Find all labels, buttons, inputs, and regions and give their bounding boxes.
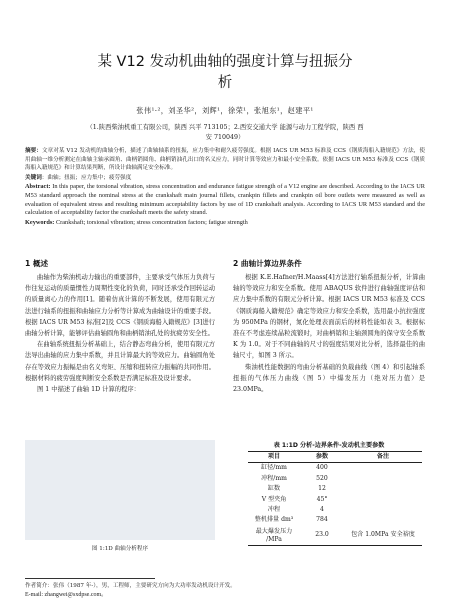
table-cell-item: V 型夹角: [261, 495, 287, 503]
footnote-email: E-mail: zhangwei@sxdpse.com。: [25, 592, 108, 598]
section-2-paragraph-2: 柴油机性能数据的弯曲分析基础的负载曲线（图 4）和引起轴系扭振的气体压力曲线（图 5）中爆发压力（绝对压力值）是 23.0MPa。: [233, 363, 425, 394]
abstract-en: [25, 183, 425, 217]
keywords-cn-text: ：曲轴；扭振；应力集中；疲劳强度: [41, 174, 132, 181]
footnote-divider: [25, 578, 155, 579]
table-cell-note: [344, 484, 422, 494]
table-cell-note: [344, 505, 422, 515]
table-cell-note: 包含 1.0MPa 安全裕度: [351, 531, 415, 539]
paper-title: [60, 52, 390, 94]
table-1-title: 表 1:1D 分析-边界条件-发动机主要参数: [273, 442, 385, 449]
table-cell-value: 400: [316, 464, 328, 472]
section-1-paragraph-1: 曲轴作为柴油机动力输出的重要部件，主要承受气体压力负荷与作往复运动的质量惯性力周期性变化的负荷，同时还承受作回转运动的质量离心力的作用[1]。随着仿真计算的不断发展，使用有限元方法进行轴系的扭振和曲轴应力分析等计算成为曲轴设计的重要手段。根据 IACS UR M53 标准[2]及 CCS《钢质海船入籍规范》[3]进行曲轴分析计算，能够评估曲轴圆角和曲柄销油孔处的抗疲劳安全性。: [25, 274, 215, 338]
section-2-paragraph-1: 根据 K.E.Hafner/H.Maass[4]方法进行轴系扭振分析，计算曲轴的等效应力和安全系数。使用 ABAQUS 软件进行曲轴强度评估和应力集中系数的有限元分析计算。根据 IACS UR M53 标准及 CCS《钢质海船入籍规范》确定等效应力和安全系数，选用最小抗拉强度为 950MPa 的钢材，氮化处理表面前后的材料性能如表 3。根据标准在不考虑连续晶粒流锻时，对曲柄销和主轴颈圆角的保守安全系数 K 为 1.0。对于不同曲轴的尺寸的强度结果对比分析，选择最佳的曲轴尺寸，如图 3 所示。: [233, 274, 425, 360]
table-row: [248, 463, 422, 474]
abstract-en-text: In this paper, the torsional vibration, stress concentration and endurance fatigue strength of a V12 engine are described. According to the IACS UR M53 standard approach the nominal stress at the crankshaft main journal fillets, crankpin fillets and crankpin oil bore outlets were measured as well as evaluation of equivalent stress and resulting minimum acceptability factors by use of 1D crankshaft analysis. According to IACS UR M53 standard and the calculation of acceptability factor the crankshaft meets the safety strand.: [25, 183, 425, 217]
table-cell-item: 冲程: [267, 506, 281, 514]
table-row: [248, 484, 422, 494]
section-1-heading: 1 概述: [25, 259, 49, 268]
table-cell-item-line-2: /MPa: [266, 535, 282, 543]
table-cell-value: 520: [316, 474, 328, 482]
affiliation-line-2: 安 710049）: [205, 134, 245, 141]
abstract-cn-text: 文章对某 V12 发动机的曲轴分析，描述了曲轴轴系的扭振，应力集中和耐久疲劳强度。根据 IACS UR M53 标准及 CCS《钢质海船入籍规范》方法，使用曲轴一维分析测定在曲轴主轴承圆角、曲柄销圆角、曲柄销油孔出口的名义应力，同时计算等效应力和最小安全系数。依据 IACS UR M53 标准及 CCS《钢质海船入籍规范》和计算结果判断，所设计曲轴满足安全标准。: [25, 148, 425, 172]
table-cell-item: 冲程/mm: [261, 474, 287, 482]
table-cell-item-line-1: 最大爆发压力: [255, 527, 293, 535]
keywords-cn: [25, 174, 425, 183]
table-cell-value: 23.0: [315, 531, 329, 539]
figure-1-image: [25, 440, 215, 540]
table-cell-note: [344, 463, 422, 474]
right-column: [233, 258, 425, 395]
table-cell-note: [344, 474, 422, 484]
table-cell-item: 缸数: [267, 485, 281, 493]
abstract-cn-label: 摘要：: [25, 148, 42, 154]
table-cell-value: 45°: [316, 495, 328, 503]
abstract-cn: [25, 147, 425, 173]
table-cell-value: 4: [320, 506, 324, 514]
table-1: [248, 451, 422, 546]
footnote-author-bio: 作者简介：张伟（1987 年-），男，工程师，主要研究方向为大功率发动机设计开发。: [25, 583, 236, 589]
keywords-en: [25, 219, 425, 228]
table-cell-item: [248, 526, 300, 546]
figure-1-caption: 图 1:1D 曲轴分析程序: [91, 546, 149, 552]
table-cell-item: 整机排量 dm³: [254, 516, 294, 524]
table-cell-value: 12: [318, 485, 326, 493]
keywords-cn-label: 关键词: [25, 174, 42, 181]
keywords-en-text: Crankshaft; torsional vibration; stress concentration factors; fatigue strength: [54, 218, 248, 226]
section-2-heading: 2 曲轴计算边界条件: [233, 259, 302, 268]
table-cell-value: 784: [316, 516, 328, 524]
section-1-paragraph-2: 在曲轴系统扭振分析基础上，结合静态弯曲分析，使用有限元方法导出曲轴的应力集中系数，并且计算最大的等效应力。曲轴圆角处存在等效应力振幅是由名义弯矩、压缩和扭转应力振幅的共同作用。根据材料的疲劳强度判断安全系数是否满足标准及设计要求。: [25, 341, 215, 382]
table-cell-note: [344, 495, 422, 505]
table-header-row: [248, 452, 422, 463]
table-row: [248, 495, 422, 505]
table-cell-note: [344, 515, 422, 525]
table-header-item: 项目: [267, 453, 281, 460]
table-row: [248, 505, 422, 515]
section-1-paragraph-3: 图 1 中描述了曲轴 1D 计算的程序：: [37, 386, 140, 394]
affiliation: [40, 123, 410, 143]
table-row: [248, 526, 422, 546]
keywords-en-label: Keywords:: [25, 218, 55, 226]
table-row: [248, 474, 422, 484]
title-line-2: 析: [217, 75, 233, 91]
table-cell-item: 缸径/mm: [261, 464, 287, 472]
left-column: [25, 258, 215, 395]
author-list: 张伟¹·²，刘圣华²，刘辉¹，徐荣¹，张旭东¹，赵建平¹: [136, 106, 314, 115]
table-header-note: 备注: [376, 453, 390, 460]
footnote: [25, 582, 425, 600]
table-row: [248, 515, 422, 525]
abstract-en-label: Abstract:: [25, 183, 51, 191]
table-header-value: 参数: [315, 453, 329, 460]
abstract-block: [25, 147, 425, 228]
title-line-1: 某 V12 发动机曲轴的强度计算与扭振分: [97, 54, 353, 70]
affiliation-line-1: （1.陕西柴油机重工有限公司，陕西 兴平 713105；2.西安交通大学 能源与动力工程学院，陕西 西: [86, 124, 364, 131]
